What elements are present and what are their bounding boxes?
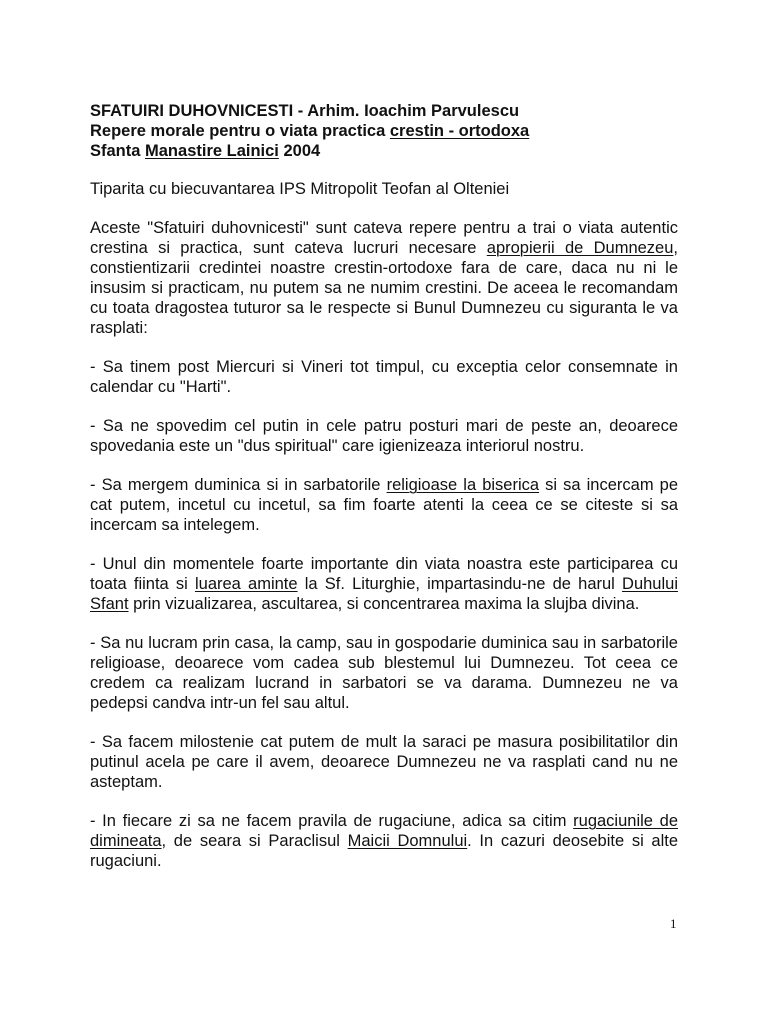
- paragraph-lucru: - Sa nu lucram prin casa, la camp, sau in gospodarie duminica sau in sarbatorile religioase, deoarece vom cadea sub blestemul lui Dumnezeu. Tot ceea ce credem ca realizam lucrand in sarbatori se va darama. Dumnezeu ne va pedepsi candva intr-un fel sau altul.: [90, 634, 678, 712]
- paragraph-intro: [90, 218, 678, 338]
- header-monastery-prefix: Sfanta: [90, 142, 146, 160]
- link-apropierii-de-dumnezeu[interactable]: apropierii de Dumnezeu: [486, 239, 674, 257]
- link-rugaciunile-de-dimineata[interactable]: rugaciunile de dimineata: [90, 812, 678, 850]
- intro-text-b: , constientizarii credintei noastre crestin-ortodoxe fara de care, daca nu ni le insusim si practicam, nu putem sa ne numim crestini. De aceea le recomandam cu toata dragostea tuturor sa le respecte si Bunul Dumnezeu cu siguranta le va rasplati:: [90, 239, 678, 337]
- header-subtitle-text: Repere morale pentru o viata practica: [90, 122, 390, 140]
- pravila-text-c: . In cazuri deosebite si alte rugaciuni.: [90, 832, 679, 870]
- paragraph-spovedanie: - Sa ne spovedim cel putin in cele patru posturi mari de peste an, deoarece spovedania este un "dus spiritual" care igienizeaza interiorul nostru.: [90, 417, 678, 455]
- header-line-subtitle: [90, 121, 678, 141]
- duminica-text-a: - Sa mergem duminica si in sarbatorile: [90, 476, 387, 494]
- duminica-text-b: si sa incercam pe cat putem, incetul cu incetul, sa fim foarte atenti la ceea ce se citeste si sa incercam sa intelegem.: [90, 476, 679, 534]
- paragraph-milostenie: - Sa facem milostenie cat putem de mult la saraci pe masura posibilitatilor din putinul acela pe care il avem, deoarece Dumnezeu ne va rasplati cand nu ne asteptam.: [90, 733, 678, 791]
- header-title-text: SFATUIRI DUHOVNICESTI - Arhim. Ioachim Parvulescu: [90, 102, 520, 120]
- link-maicii-domnului[interactable]: Maicii Domnului: [347, 832, 468, 850]
- header-line-monastery: [90, 141, 678, 161]
- link-manastire-lainici[interactable]: Manastire Lainici: [145, 142, 279, 160]
- header-year: 2004: [278, 142, 321, 160]
- pravila-text-b: , de seara si Paraclisul: [161, 832, 348, 850]
- paragraph-pravila: [90, 811, 678, 871]
- pravila-text-a: - In fiecare zi sa ne facem pravila de rugaciune, adica sa citim: [90, 812, 574, 830]
- link-duhului-sfant[interactable]: Duhului Sfant: [90, 575, 678, 613]
- liturghie-text-c: prin vizualizarea, ascultarea, si concentrarea maxima la slujba divina.: [128, 595, 640, 613]
- paragraph-duminica: [90, 475, 678, 535]
- liturghie-text-b: la Sf. Liturghie, impartasindu-ne de harul: [297, 575, 623, 593]
- blessing-note: Tiparita cu biecuvantarea IPS Mitropolit Teofan al Olteniei: [90, 180, 510, 198]
- liturghie-text-a: - Unul din momentele foarte importante din viata noastra este participarea cu toata fiinta si: [90, 555, 678, 593]
- link-luarea-aminte[interactable]: luarea aminte: [194, 575, 298, 593]
- paragraph-liturghie: [90, 554, 678, 614]
- link-crestin-ortodoxa[interactable]: crestin - ortodoxa: [389, 122, 530, 140]
- link-religioase-la-biserica[interactable]: religioase la biserica: [386, 476, 540, 494]
- page-number: 1: [670, 916, 677, 931]
- paragraph-post: - Sa tinem post Miercuri si Vineri tot timpul, cu exceptia celor consemnate in calendar cu "Harti".: [90, 358, 678, 396]
- intro-text-a: Aceste "Sfatuiri duhovnicesti" sunt cateva repere pentru a trai o viata autentic crestina si practica, sunt cateva lucruri necesare: [90, 219, 678, 257]
- header-line-title: [90, 101, 678, 121]
- document-body: [90, 101, 678, 871]
